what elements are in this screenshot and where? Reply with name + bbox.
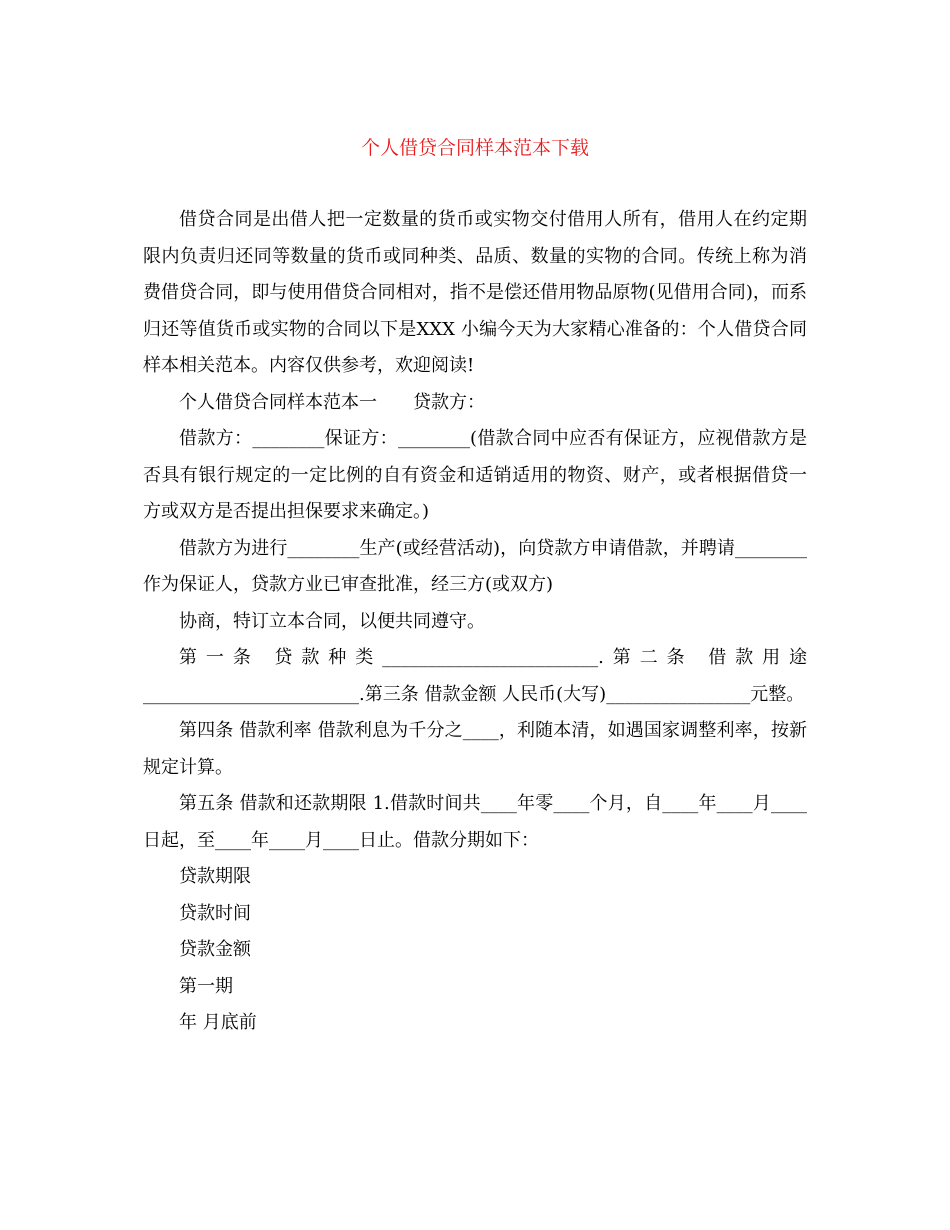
document-title: 个人借贷合同样本范本下载 [360, 137, 589, 159]
paragraph-article-4: 第四条 借款利率 借款利息为千分之____，利随本清，如遇国家调整利率，按新规定计算。 [143, 720, 807, 778]
paragraph-sample-heading: 个人借贷合同样本范本一 贷款方： [179, 391, 485, 413]
paragraph-intro: 借贷合同是出借人把一定数量的货币或实物交付借用人所有，借用人在约定期限内负责归还同等数量的货币或同种类、品质、数量的实物的合同。传统上称为消费借贷合同，即与使用借贷合同相对，指不是偿还借用物品原物(见借用合同)，而系归还等值货币或实物的合同以下是XXX 小编今天为大家精心准备的：个人借贷合同样本相关范本。内容仅供参考，欢迎阅读! [143, 209, 807, 376]
paragraph-articles-1-3: 第一条 贷款种类________________________.第二条 借款用途________________________.第三条 借款金额 人民币(大写)________________元整。 [143, 647, 807, 705]
document-body [143, 202, 807, 1042]
list-item-month-end: 年 月底前 [179, 1012, 257, 1033]
paragraph-purpose: 借款方为进行________生产(或经营活动)，向贷款方申请借款，并聘请________作为保证人，贷款方业已审查批准，经三方(或双方) [143, 537, 807, 595]
list-item-first-period: 第一期 [179, 975, 233, 997]
list-item-loan-term: 贷款期限 [179, 866, 251, 887]
paragraph-agreement: 协商，特订立本合同，以便共同遵守。 [179, 610, 485, 632]
paragraph-article-5: 第五条 借款和还款期限 1.借款时间共____年零____个月，自____年____月____日起，至____年____月____日止。借款分期如下： [143, 793, 807, 851]
paragraph-parties: 借款方：________保证方：________(借款合同中应否有保证方，应视借款方是否具有银行规定的一定比例的自有资金和适销适用的物资、财产，或者根据借贷一方或双方是否提出担保要求来确定。) [143, 428, 807, 522]
list-item-loan-amount: 贷款金额 [179, 939, 251, 960]
list-item-loan-time: 贷款时间 [179, 902, 251, 924]
